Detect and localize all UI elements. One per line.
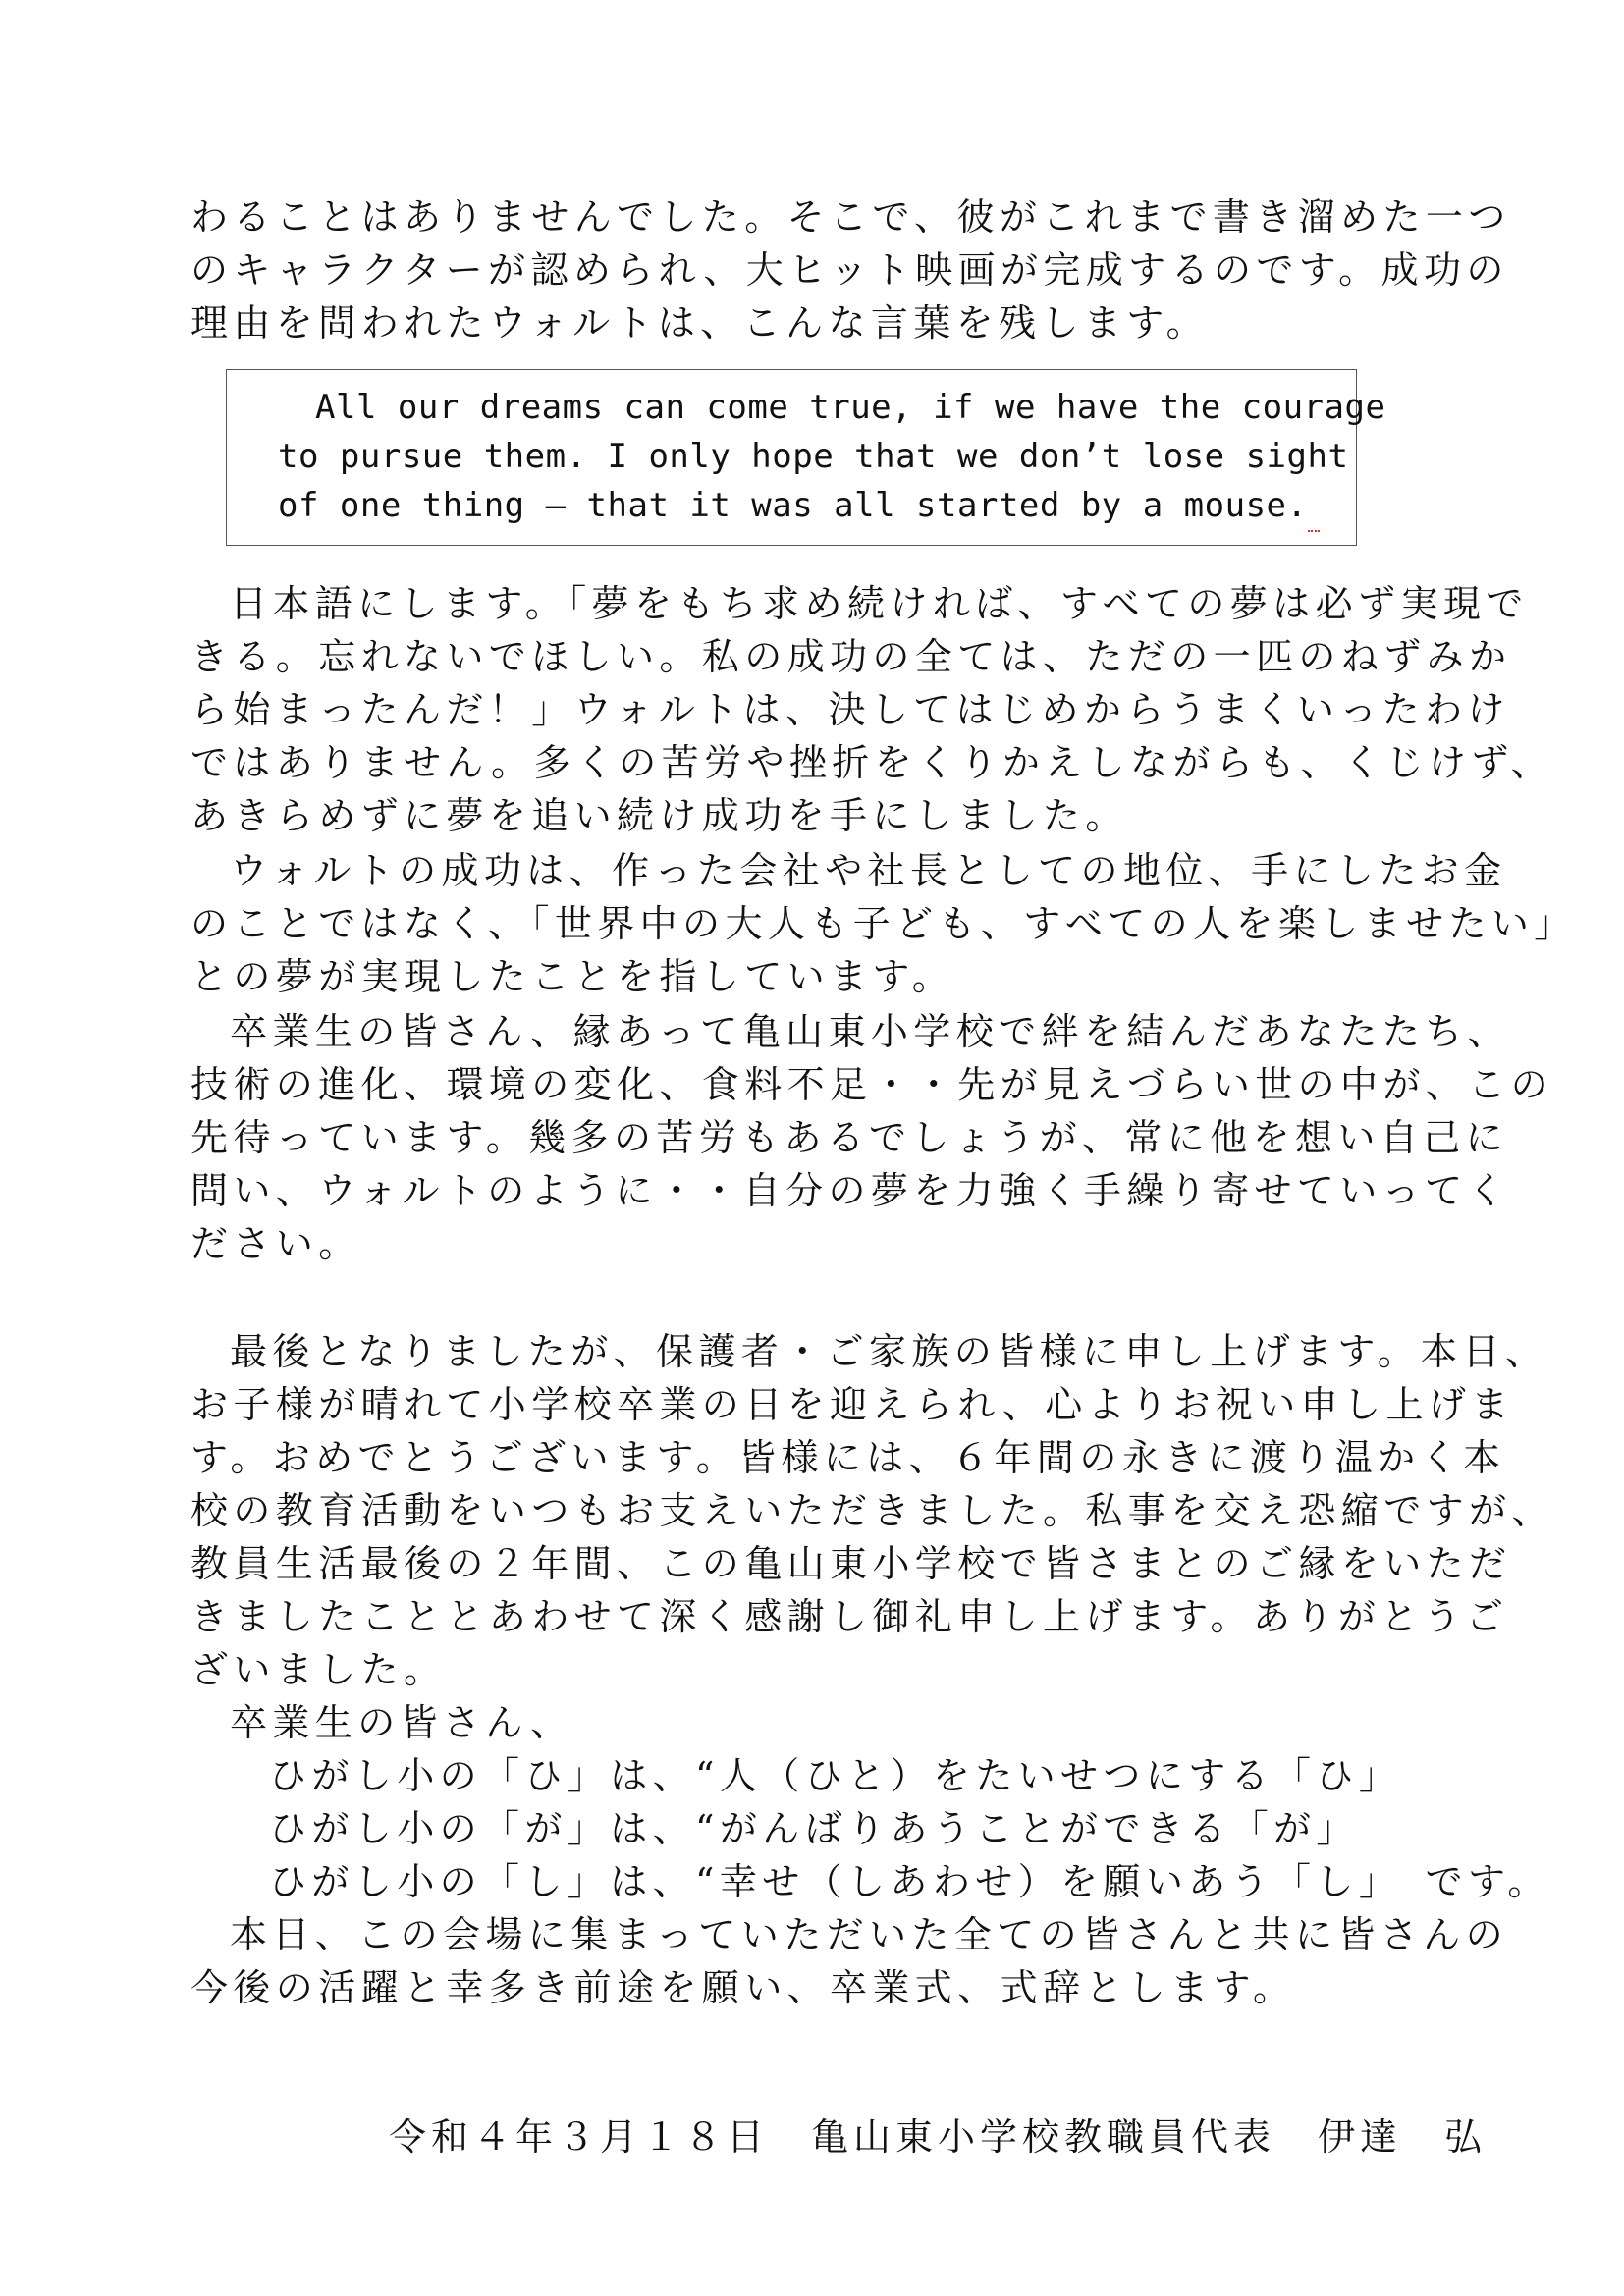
text-line: ひがし小の「ひ」は、“人（ひと）をたいせつにする「ひ」 (269, 1754, 1402, 1797)
text-line: 校の教育活動をいつもお支えいただきました。私事を交え恐縮ですが、 (190, 1489, 1554, 1532)
signature-line: 令和４年３月１８日 亀山東小学校教職員代表 伊達 弘 (389, 2115, 1488, 2159)
text-line: ざいました。 (190, 1648, 447, 1691)
proofing-mark (1308, 530, 1320, 532)
text-line: 日本語にします。「夢をもち求め続ければ、すべての夢は必ず実現で (230, 582, 1529, 625)
quote-box (226, 369, 1386, 546)
text-line: ウォルトの成功は、作った会社や社長としての地位、手にしたお金 (230, 849, 1507, 892)
text-line: ら始まったんだ！」ウォルトは、決してはじめからうまくいったわけ (190, 688, 1510, 731)
text-line: きる。忘れないでほしい。私の成功の全ては、ただの一匹のねずみか (190, 635, 1512, 678)
text-line: 最後となりましたが、保護者・ご家族の皆様に申し上げます。本日、 (230, 1330, 1548, 1373)
text-line: 本日、この会場に集まっていただいた全ての皆さんと共に皆さんの (230, 1913, 1509, 1956)
text-line: 卒業生の皆さん、縁あって亀山東小学校で絆を結んだあなたたち、 (230, 1010, 1510, 1053)
text-line: ださい。 (190, 1222, 361, 1265)
text-line: あきらめずに夢を追い続け成功を手にしました。 (190, 794, 1128, 837)
text-line: 理由を問われたウォルトは、こんな言葉を残します。 (190, 301, 1210, 345)
text-line: 先待っています。幾多の苦労もあるでしょうが、常に他を想い自己に (190, 1116, 1508, 1159)
text-line: ではありません。多くの苦労や挫折をくりかえしながらも、くじけず、 (190, 741, 1554, 784)
text-line: 問い、ウォルトのように・・自分の夢を力強く手繰り寄せていってく (190, 1169, 1510, 1212)
text-line: ひがし小の「し」は、“幸せ（しあわせ）を願いあう「し」 です。 (269, 1860, 1550, 1903)
text-line: のことではなく、「世界中の大人も子ども、すべての人を楽しませたい」 (190, 902, 1577, 945)
text-line: す。おめでとうございます。皆様には、６年間の永きに渡り温かく本 (190, 1436, 1506, 1479)
text-line: との夢が実現したことを指しています。 (190, 955, 955, 998)
quote-line: to pursue them. I only hope that we don’t lose sight (278, 437, 1349, 476)
text-line: きましたこととあわせて深く感謝し御礼申し上げます。ありがとうご (190, 1595, 1509, 1638)
text-line: のキャラクターが認められ、大ヒット映画が完成するのです。成功の (190, 248, 1509, 292)
text-line: 卒業生の皆さん、 (230, 1701, 573, 1744)
text-line: ひがし小の「が」は、“がんばりあうことができる「が」 (269, 1807, 1359, 1850)
quote-line: All our dreams can come true, if we have the courage (315, 388, 1386, 427)
text-line: わることはありませんでした。そこで、彼がこれまで書き溜めた一つ (190, 195, 1511, 239)
quote-line: of one thing – that it was all started by a mouse. (278, 486, 1308, 525)
text-line: 教員生活最後の２年間、この亀山東小学校で皆さまとのご縁をいただ (190, 1542, 1512, 1585)
text-line: 技術の進化、環境の変化、食料不足・・先が見えづらい世の中が、この (190, 1063, 1554, 1106)
text-line: 今後の活躍と幸多き前途を願い、卒業式、式辞とします。 (190, 1966, 1296, 2009)
text-line: お子様が晴れて小学校卒業の日を迎えられ、心よりお祝い申し上げま (190, 1383, 1514, 1426)
